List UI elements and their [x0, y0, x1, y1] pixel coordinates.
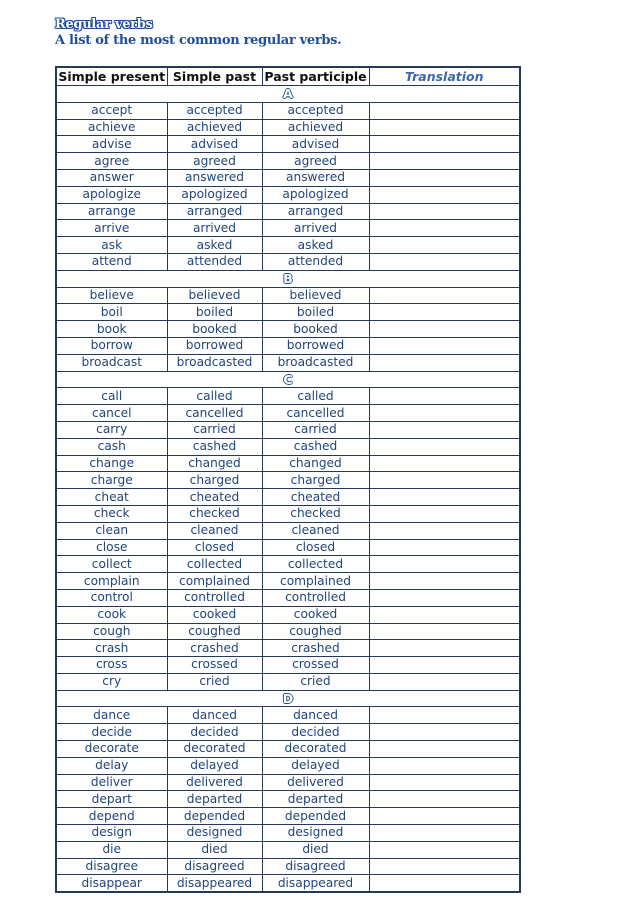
- column-header-simple-present: Simple present: [56, 67, 167, 86]
- simple-past-cell: depended: [167, 808, 262, 825]
- simple-present-cell: collect: [56, 556, 167, 573]
- past-participle-cell: boiled: [262, 304, 369, 321]
- translation-cell[interactable]: [369, 321, 520, 338]
- simple-past-cell: danced: [167, 707, 262, 724]
- table-row: [56, 455, 520, 472]
- verbs-table: [55, 66, 521, 893]
- simple-present-cell: deliver: [56, 774, 167, 791]
- simple-present-cell: cancel: [56, 405, 167, 422]
- simple-present-cell: depart: [56, 791, 167, 808]
- past-participle-cell: disagreed: [262, 858, 369, 875]
- table-row: [56, 304, 520, 321]
- simple-past-cell: attended: [167, 253, 262, 270]
- past-participle-cell: attended: [262, 253, 369, 270]
- simple-present-cell: broadcast: [56, 354, 167, 371]
- simple-past-cell: achieved: [167, 119, 262, 136]
- translation-cell[interactable]: [369, 136, 520, 153]
- past-participle-cell: changed: [262, 455, 369, 472]
- simple-past-cell: cashed: [167, 438, 262, 455]
- table-row: [56, 791, 520, 808]
- translation-cell[interactable]: [369, 724, 520, 741]
- past-participle-cell: apologized: [262, 186, 369, 203]
- translation-cell[interactable]: [369, 757, 520, 774]
- past-participle-cell: believed: [262, 287, 369, 304]
- translation-cell[interactable]: [369, 119, 520, 136]
- section-letter: C: [56, 371, 520, 388]
- section-letter-row: [56, 690, 520, 707]
- translation-cell[interactable]: [369, 337, 520, 354]
- table-row: [56, 186, 520, 203]
- simple-past-cell: delivered: [167, 774, 262, 791]
- past-participle-cell: checked: [262, 505, 369, 522]
- past-participle-cell: died: [262, 841, 369, 858]
- table-row: [56, 808, 520, 825]
- simple-past-cell: agreed: [167, 153, 262, 170]
- column-header-simple-past: Simple past: [167, 67, 262, 86]
- simple-past-cell: checked: [167, 505, 262, 522]
- translation-cell[interactable]: [369, 774, 520, 791]
- simple-present-cell: clean: [56, 522, 167, 539]
- simple-past-cell: cleaned: [167, 522, 262, 539]
- simple-past-cell: booked: [167, 321, 262, 338]
- table-row: [56, 741, 520, 758]
- table-row: [56, 825, 520, 842]
- simple-past-cell: complained: [167, 573, 262, 590]
- translation-cell[interactable]: [369, 304, 520, 321]
- table-row: [56, 657, 520, 674]
- translation-cell[interactable]: [369, 522, 520, 539]
- simple-present-cell: carry: [56, 421, 167, 438]
- translation-cell[interactable]: [369, 606, 520, 623]
- simple-past-cell: closed: [167, 539, 262, 556]
- table-row: [56, 858, 520, 875]
- table-row: [56, 169, 520, 186]
- translation-cell[interactable]: [369, 573, 520, 590]
- verbs-table-body: [56, 86, 520, 893]
- table-row: [56, 673, 520, 690]
- past-participle-cell: called: [262, 388, 369, 405]
- simple-present-cell: change: [56, 455, 167, 472]
- past-participle-cell: agreed: [262, 153, 369, 170]
- past-participle-cell: departed: [262, 791, 369, 808]
- table-row: [56, 472, 520, 489]
- past-participle-cell: carried: [262, 421, 369, 438]
- table-row: [56, 438, 520, 455]
- simple-past-cell: crossed: [167, 657, 262, 674]
- table-row: [56, 757, 520, 774]
- past-participle-cell: decorated: [262, 741, 369, 758]
- simple-present-cell: boil: [56, 304, 167, 321]
- translation-cell[interactable]: [369, 489, 520, 506]
- simple-past-cell: arrived: [167, 220, 262, 237]
- simple-past-cell: cooked: [167, 606, 262, 623]
- simple-past-cell: advised: [167, 136, 262, 153]
- section-letter-row: [56, 270, 520, 287]
- past-participle-cell: crashed: [262, 640, 369, 657]
- simple-present-cell: accept: [56, 102, 167, 119]
- past-participle-cell: collected: [262, 556, 369, 573]
- past-participle-cell: cooked: [262, 606, 369, 623]
- page-subtitle: A list of the most common regular verbs.: [55, 33, 342, 48]
- simple-past-cell: believed: [167, 287, 262, 304]
- table-row: [56, 707, 520, 724]
- simple-present-cell: disappear: [56, 875, 167, 892]
- simple-present-cell: design: [56, 825, 167, 842]
- past-participle-cell: arrived: [262, 220, 369, 237]
- translation-cell[interactable]: [369, 354, 520, 371]
- simple-past-cell: answered: [167, 169, 262, 186]
- simple-present-cell: charge: [56, 472, 167, 489]
- simple-present-cell: decorate: [56, 741, 167, 758]
- simple-present-cell: call: [56, 388, 167, 405]
- past-participle-cell: answered: [262, 169, 369, 186]
- simple-present-cell: cross: [56, 657, 167, 674]
- translation-cell[interactable]: [369, 253, 520, 270]
- translation-cell[interactable]: [369, 153, 520, 170]
- past-participle-cell: cheated: [262, 489, 369, 506]
- table-row: [56, 253, 520, 270]
- translation-cell[interactable]: [369, 472, 520, 489]
- translation-cell[interactable]: [369, 623, 520, 640]
- simple-present-cell: disagree: [56, 858, 167, 875]
- table-row: [56, 489, 520, 506]
- simple-past-cell: controlled: [167, 589, 262, 606]
- simple-present-cell: agree: [56, 153, 167, 170]
- simple-past-cell: carried: [167, 421, 262, 438]
- translation-cell[interactable]: [369, 825, 520, 842]
- simple-present-cell: cook: [56, 606, 167, 623]
- past-participle-cell: borrowed: [262, 337, 369, 354]
- table-row: [56, 220, 520, 237]
- table-row: [56, 573, 520, 590]
- simple-past-cell: died: [167, 841, 262, 858]
- simple-present-cell: book: [56, 321, 167, 338]
- translation-cell[interactable]: [369, 203, 520, 220]
- table-row: [56, 774, 520, 791]
- simple-past-cell: called: [167, 388, 262, 405]
- simple-present-cell: answer: [56, 169, 167, 186]
- simple-past-cell: broadcasted: [167, 354, 262, 371]
- past-participle-cell: coughed: [262, 623, 369, 640]
- table-row: [56, 337, 520, 354]
- simple-past-cell: cried: [167, 673, 262, 690]
- column-header-past-participle: Past participle: [262, 67, 369, 86]
- past-participle-cell: delayed: [262, 757, 369, 774]
- translation-cell[interactable]: [369, 455, 520, 472]
- simple-present-cell: complain: [56, 573, 167, 590]
- table-row: [56, 354, 520, 371]
- simple-present-cell: decide: [56, 724, 167, 741]
- translation-cell[interactable]: [369, 589, 520, 606]
- past-participle-cell: crossed: [262, 657, 369, 674]
- simple-past-cell: charged: [167, 472, 262, 489]
- table-row: [56, 203, 520, 220]
- past-participle-cell: disappeared: [262, 875, 369, 892]
- translation-cell[interactable]: [369, 405, 520, 422]
- past-participle-cell: cleaned: [262, 522, 369, 539]
- translation-cell[interactable]: [369, 791, 520, 808]
- translation-cell[interactable]: [369, 556, 520, 573]
- simple-past-cell: crashed: [167, 640, 262, 657]
- translation-cell[interactable]: [369, 237, 520, 254]
- simple-present-cell: cough: [56, 623, 167, 640]
- translation-cell[interactable]: [369, 102, 520, 119]
- simple-past-cell: accepted: [167, 102, 262, 119]
- simple-past-cell: cheated: [167, 489, 262, 506]
- simple-present-cell: cash: [56, 438, 167, 455]
- section-letter-row: [56, 86, 520, 103]
- translation-cell[interactable]: [369, 808, 520, 825]
- table-row: [56, 539, 520, 556]
- translation-cell[interactable]: [369, 707, 520, 724]
- simple-past-cell: designed: [167, 825, 262, 842]
- table-row: [56, 724, 520, 741]
- table-row: [56, 421, 520, 438]
- simple-past-cell: asked: [167, 237, 262, 254]
- simple-past-cell: delayed: [167, 757, 262, 774]
- past-participle-cell: advised: [262, 136, 369, 153]
- simple-present-cell: cry: [56, 673, 167, 690]
- table-row: [56, 136, 520, 153]
- table-row: [56, 875, 520, 892]
- table-row: [56, 589, 520, 606]
- simple-present-cell: achieve: [56, 119, 167, 136]
- past-participle-cell: booked: [262, 321, 369, 338]
- simple-present-cell: attend: [56, 253, 167, 270]
- table-row: [56, 606, 520, 623]
- past-participle-cell: decided: [262, 724, 369, 741]
- translation-cell[interactable]: [369, 220, 520, 237]
- translation-cell[interactable]: [369, 186, 520, 203]
- simple-present-cell: crash: [56, 640, 167, 657]
- translation-cell[interactable]: [369, 169, 520, 186]
- simple-present-cell: borrow: [56, 337, 167, 354]
- table-row: [56, 405, 520, 422]
- past-participle-cell: delivered: [262, 774, 369, 791]
- simple-past-cell: apologized: [167, 186, 262, 203]
- simple-past-cell: borrowed: [167, 337, 262, 354]
- past-participle-cell: complained: [262, 573, 369, 590]
- simple-past-cell: coughed: [167, 623, 262, 640]
- past-participle-cell: arranged: [262, 203, 369, 220]
- simple-present-cell: dance: [56, 707, 167, 724]
- table-row: [56, 237, 520, 254]
- translation-cell[interactable]: [369, 673, 520, 690]
- table-row: [56, 556, 520, 573]
- simple-past-cell: changed: [167, 455, 262, 472]
- past-participle-cell: designed: [262, 825, 369, 842]
- translation-cell[interactable]: [369, 640, 520, 657]
- simple-present-cell: control: [56, 589, 167, 606]
- simple-present-cell: ask: [56, 237, 167, 254]
- simple-present-cell: check: [56, 505, 167, 522]
- translation-cell[interactable]: [369, 858, 520, 875]
- simple-present-cell: apologize: [56, 186, 167, 203]
- table-row: [56, 640, 520, 657]
- simple-past-cell: collected: [167, 556, 262, 573]
- past-participle-cell: asked: [262, 237, 369, 254]
- simple-present-cell: arrive: [56, 220, 167, 237]
- table-row: [56, 505, 520, 522]
- simple-past-cell: boiled: [167, 304, 262, 321]
- translation-cell[interactable]: [369, 388, 520, 405]
- page-title: Regular verbs: [55, 17, 153, 32]
- simple-past-cell: decided: [167, 724, 262, 741]
- section-letter: B: [56, 270, 520, 287]
- simple-past-cell: arranged: [167, 203, 262, 220]
- simple-past-cell: disappeared: [167, 875, 262, 892]
- translation-cell[interactable]: [369, 438, 520, 455]
- past-participle-cell: controlled: [262, 589, 369, 606]
- section-letter: A: [56, 86, 520, 103]
- translation-cell[interactable]: [369, 657, 520, 674]
- table-row: [56, 388, 520, 405]
- past-participle-cell: achieved: [262, 119, 369, 136]
- simple-present-cell: believe: [56, 287, 167, 304]
- table-row: [56, 153, 520, 170]
- table-row: [56, 623, 520, 640]
- simple-past-cell: disagreed: [167, 858, 262, 875]
- table-row: [56, 522, 520, 539]
- simple-past-cell: cancelled: [167, 405, 262, 422]
- past-participle-cell: charged: [262, 472, 369, 489]
- translation-cell[interactable]: [369, 287, 520, 304]
- past-participle-cell: closed: [262, 539, 369, 556]
- simple-present-cell: cheat: [56, 489, 167, 506]
- table-row: [56, 119, 520, 136]
- past-participle-cell: cried: [262, 673, 369, 690]
- translation-cell[interactable]: [369, 421, 520, 438]
- section-letter-row: [56, 371, 520, 388]
- table-row: [56, 841, 520, 858]
- translation-cell[interactable]: [369, 741, 520, 758]
- header-row: [56, 67, 520, 86]
- simple-present-cell: delay: [56, 757, 167, 774]
- simple-present-cell: arrange: [56, 203, 167, 220]
- section-letter: D: [56, 690, 520, 707]
- translation-cell[interactable]: [369, 539, 520, 556]
- past-participle-cell: cashed: [262, 438, 369, 455]
- translation-cell[interactable]: [369, 875, 520, 892]
- simple-present-cell: advise: [56, 136, 167, 153]
- past-participle-cell: broadcasted: [262, 354, 369, 371]
- title-block: [55, 17, 341, 49]
- past-participle-cell: danced: [262, 707, 369, 724]
- past-participle-cell: cancelled: [262, 405, 369, 422]
- table-row: [56, 321, 520, 338]
- past-participle-cell: depended: [262, 808, 369, 825]
- simple-past-cell: decorated: [167, 741, 262, 758]
- simple-present-cell: close: [56, 539, 167, 556]
- simple-past-cell: departed: [167, 791, 262, 808]
- table-row: [56, 287, 520, 304]
- column-header-translation: Translation: [369, 67, 520, 86]
- translation-cell[interactable]: [369, 505, 520, 522]
- translation-cell[interactable]: [369, 841, 520, 858]
- simple-present-cell: die: [56, 841, 167, 858]
- simple-present-cell: depend: [56, 808, 167, 825]
- table-row: [56, 102, 520, 119]
- past-participle-cell: accepted: [262, 102, 369, 119]
